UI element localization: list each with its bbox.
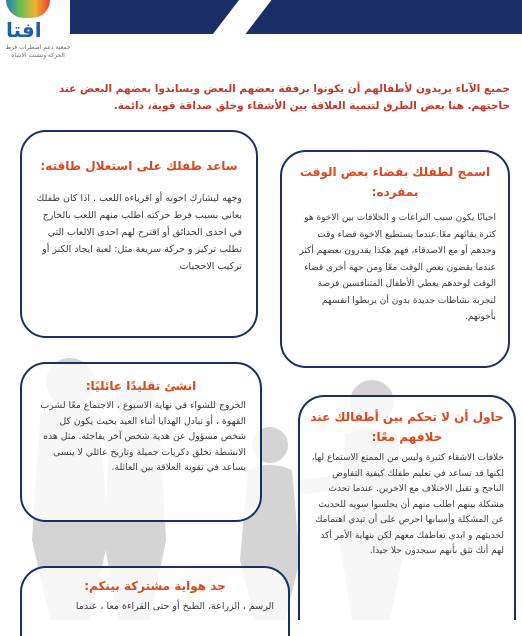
card-family-tradition <box>20 362 262 522</box>
card-family-tradition-body: الخروج للشواء في نهاية الاسبوع ، الاجتماع معًا لشرب القهوة ، أو تبادل الهدايا أثناء العيد بحيث يكون كل شخص مسؤول عن هدية شخص آخر يفاجئه. مثل هذه الانشطة تخلق ذكريات جميلة وتاريخ عائلي لا ينسى يساعد في تقوية العلاقة بين العائلة. <box>40 400 246 473</box>
intro-text: جميع الآباء يريدون لأطفالهم أن يكونوا برفقة بعضهم البعض ويساندوا بعضهم البعض عند حاجتهم. هنا بعض الطرق لتنمية العلاقة بين الأشقاء وخلق صداقة قوية، دائمة. <box>58 82 510 112</box>
logo-name: افتا <box>6 18 42 42</box>
card-conflicts-body: خلافات الاشقاء كثيرة وليس من الممتع الاستماع لها، لكنها قد تساعد في تعليم طفلك كيفية التفاوض الناجح و تقبل الاختلاف مع الاخرين. عندما تحدث مشكلة بينهم اطلب منهم أن يجلسوا سويه للحديث عن المشكلة وأسبابها احرص على أن تبدي اهتمامك لحديثهم و ابدي تعاطفك معهم لكن بنهاية الأمر أكد لهم أنك تثق بأنهم سيجدون حلا جيدا. <box>311 453 504 556</box>
card-time-alone <box>280 150 510 368</box>
card-shared-hobby-title: جد هواية مشتركة بينكم: <box>84 579 226 593</box>
logo-mark <box>6 0 50 18</box>
card-time-alone-title: اسمح لطفلك بقضاء بعض الوقت بمفرده: <box>299 165 491 199</box>
card-shared-hobby <box>20 566 290 636</box>
header-band <box>70 0 522 34</box>
logo-subtitle: جمعية دعم اضطراب فرط الحركة وتشتت الانتباه <box>5 44 71 59</box>
logo <box>0 0 80 70</box>
card-time-alone-body: احيانًا يكون سبب النزاعات و الخلافات بين الاخوة هو كثرة بقائهم معًا.عندما يستطيع الاخوة قضاء وقت وحدهم أو مع الاصدقاء، فهم هكذا يقدرون بعضهم أكثر عندما يقضون بعض الوقت معًا ومن جهة أخرى قضاء الوقت لوحدهم يعطي الأطفال المتنافسين فرصة لتجربة نشاطات جديدة بدون أن يربطوا انفسهم بأخوتهم. <box>299 213 496 322</box>
card-energy-title: ساعد طفلك على استغلال طاقته: <box>40 159 238 173</box>
card-conflicts <box>298 395 516 620</box>
card-shared-hobby-body: الرسم ، الزراعة، الطبخ أو حتى القراءة معا ، عندما <box>75 601 274 612</box>
card-family-tradition-title: انشئ تقليدًا عائليًا: <box>85 379 197 393</box>
card-conflicts-title: حاول أن لا تحكم بين أطفالك عند خلافهم معًا: <box>310 410 504 444</box>
card-energy <box>20 130 258 338</box>
card-energy-body: وجهه ليشارك اخوته أو اقرباءه اللعب . اذا كان طفلك يعاني بسبب فرط حركته اطلب منهم اللعب بالخارج في احدى الحدائق أو اقترح لهم احدى الالعاب التي تطلب تركيز و حركة سريعة مثل: لعبة ايجاد الكنز أو تركيب الاحجيات <box>36 193 242 272</box>
